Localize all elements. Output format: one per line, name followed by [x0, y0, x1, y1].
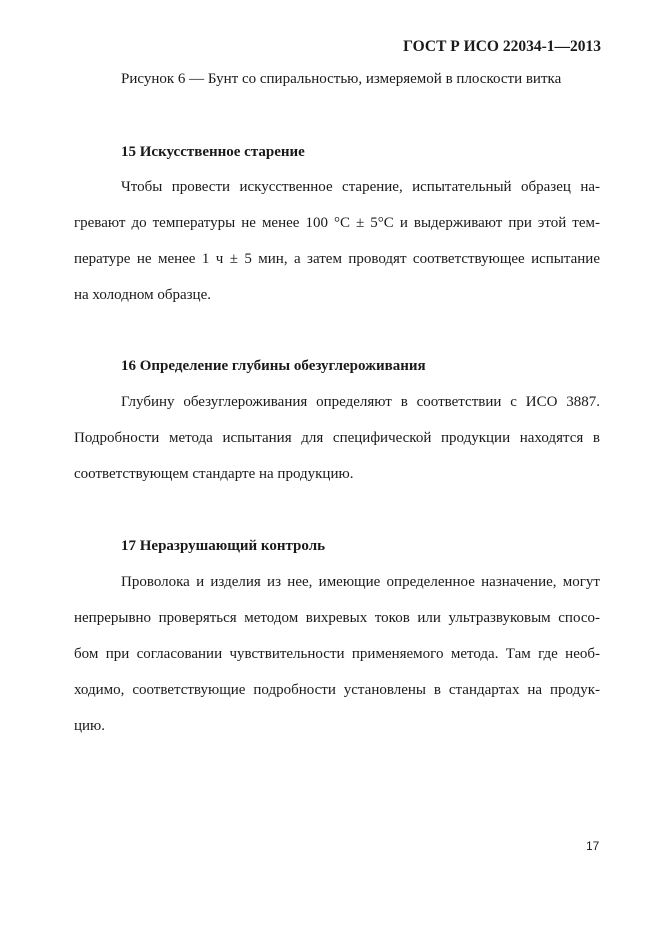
section-heading: 15 Искусственное старение: [121, 144, 305, 160]
section-17: [74, 536, 600, 746]
paragraph-line: на холодном образце.: [74, 287, 211, 303]
paragraph-line: ходимо, соответствующие подробности установлены в стандартах на продук-: [74, 682, 600, 698]
section-heading: 16 Определение глубины обезуглероживания: [121, 358, 426, 374]
section-16: [74, 356, 600, 496]
paragraph-line: Глубину обезуглероживания определяют в соответствии с ИСО 3887.: [121, 394, 600, 410]
paragraph-line: цию.: [74, 718, 106, 734]
paragraph-line: бом при согласовании чувствительности применяемого метода. Там где необ-: [74, 646, 600, 662]
paragraph-line: Подробности метода испытания для специфической продукции находятся в: [74, 430, 600, 446]
paragraph-line: гревают до температуры не менее 100 °C ± 5°C и выдерживают при этой тем-: [74, 215, 600, 231]
paragraph-line: соответствующем стандарте на продукцию.: [74, 466, 354, 482]
section-heading: 17 Неразрушающий контроль: [121, 538, 326, 554]
paragraph-line: Проволока и изделия из нее, имеющие определенное назначение, могут: [121, 574, 600, 590]
paragraph-line: Чтобы провести искусственное старение, испытательный образец на-: [121, 179, 600, 195]
paragraph-line: непрерывно проверяться методом вихревых токов или ультразвуковым спосо-: [74, 610, 600, 626]
document-code: ГОСТ Р ИСО 22034-1—2013: [403, 38, 601, 55]
paragraph-line: пературе не менее 1 ч ± 5 мин, а затем проводят соответствующее испытание: [74, 251, 600, 267]
figure-caption: Рисунок 6 — Бунт со спиральностью, измеряемой в плоскости витка: [121, 71, 562, 87]
page-number: 17: [586, 839, 600, 853]
section-15: [74, 142, 600, 312]
